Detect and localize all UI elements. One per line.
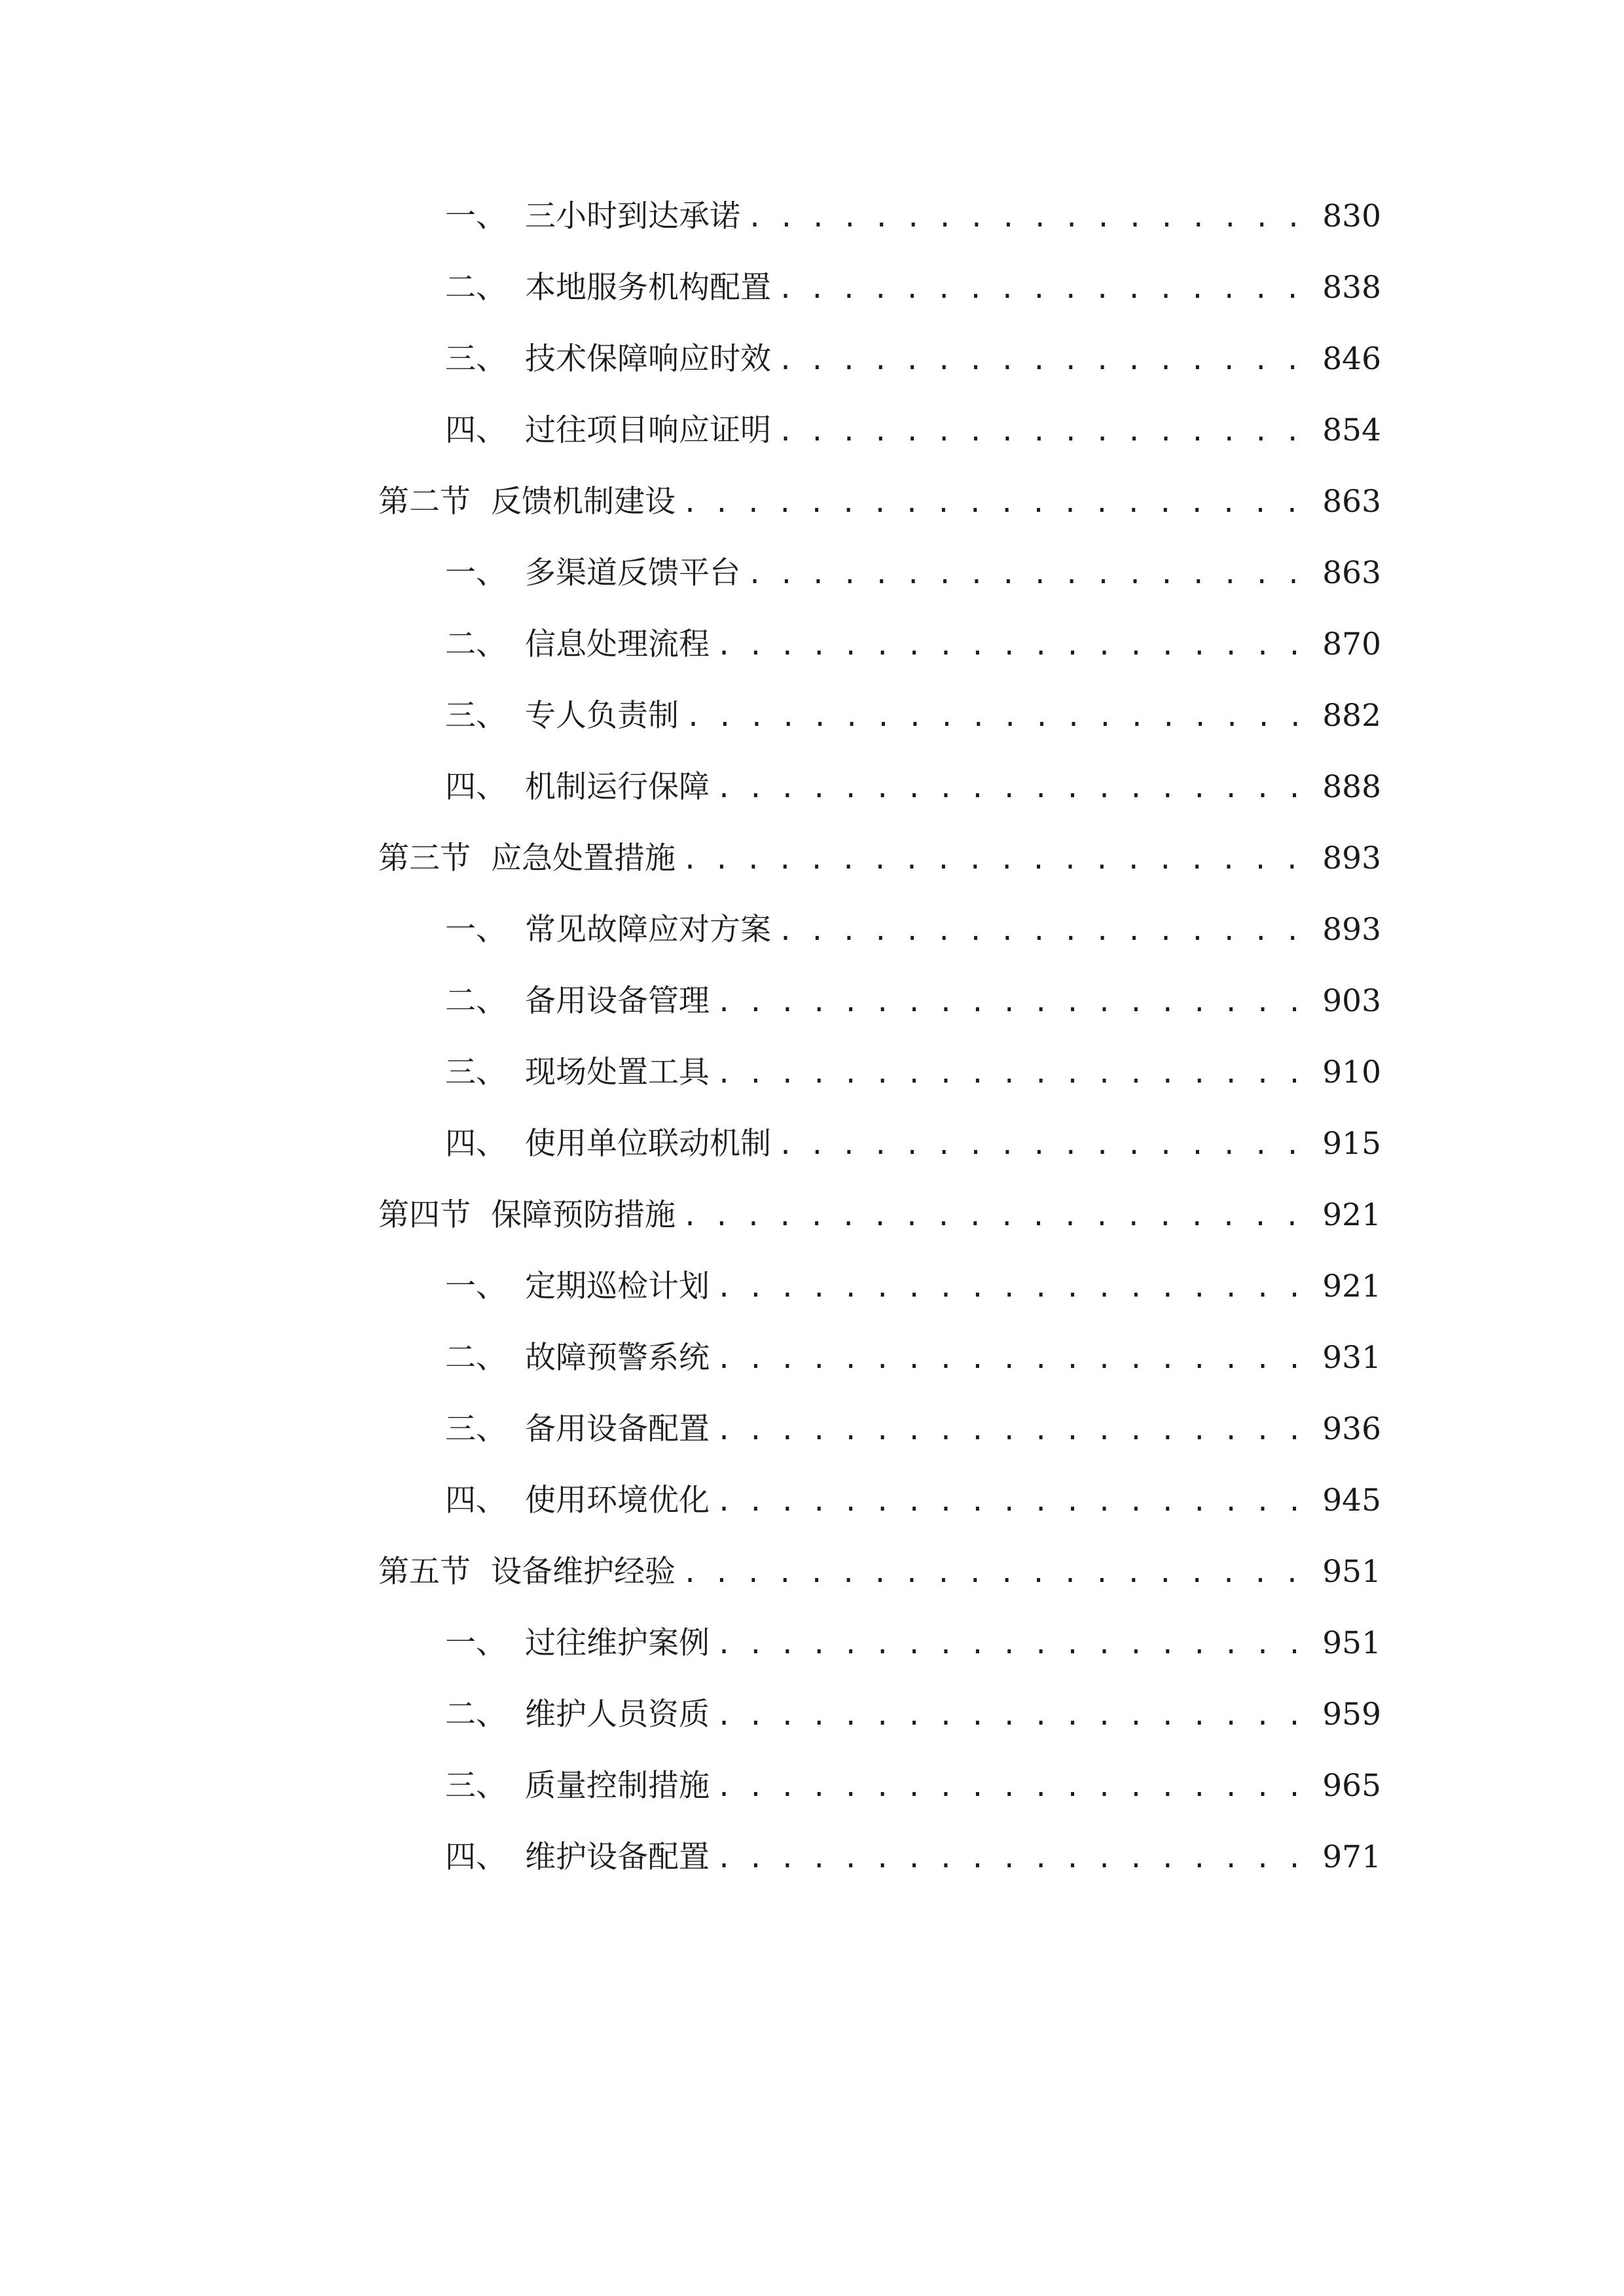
toc-dot-leader: [716, 1761, 1316, 1814]
toc-dot-leader: [778, 263, 1316, 315]
toc-dot-leader: [747, 548, 1316, 601]
toc-dot-leader: [716, 1619, 1316, 1671]
toc-entry-number: 二、: [445, 1696, 507, 1732]
toc-entry[interactable]: [445, 1617, 1381, 1670]
toc-dot-leader: [716, 977, 1316, 1029]
toc-entry-page: 882: [1322, 698, 1381, 734]
toc-entry-number: 四、: [445, 769, 507, 805]
toc-entry-title: 维护设备配置: [525, 1839, 710, 1875]
toc-section-number: 第二节: [378, 484, 471, 520]
toc-dot-leader: [716, 762, 1316, 815]
toc-dot-leader: [682, 477, 1316, 529]
toc-entry-number: 三、: [445, 1768, 507, 1804]
toc-entry-title: 过往项目响应证明: [525, 412, 771, 448]
toc-entry[interactable]: [445, 1261, 1381, 1313]
toc-entry[interactable]: [445, 1118, 1381, 1170]
toc-section-number: 第三节: [378, 840, 471, 876]
toc-entry-number: 一、: [445, 198, 507, 234]
toc-entry-title: 专人负责制: [525, 698, 679, 734]
toc-entry[interactable]: [445, 619, 1381, 671]
toc-entry-number: 三、: [445, 698, 507, 734]
toc-entry-number: 三、: [445, 1411, 507, 1447]
toc-section-title: 设备维护经验: [491, 1554, 676, 1590]
toc-entry-number: 四、: [445, 1126, 507, 1162]
toc-dot-leader: [716, 1262, 1316, 1314]
toc-entry-page: 971: [1322, 1839, 1381, 1875]
toc-section-title: 保障预防措施: [491, 1197, 676, 1233]
toc-entry-page: 830: [1322, 198, 1381, 234]
toc-section-number: 第四节: [378, 1197, 471, 1233]
toc-entry-number: 二、: [445, 270, 507, 306]
toc-entry-title: 故障预警系统: [525, 1340, 710, 1376]
toc-entry-page: 846: [1322, 341, 1381, 377]
toc-entry-title: 使用环境优化: [525, 1482, 710, 1518]
toc-entry-title: 信息处理流程: [525, 626, 710, 662]
toc-entry-number: 一、: [445, 555, 507, 591]
toc-dot-leader: [716, 1690, 1316, 1742]
toc-entry-number: 三、: [445, 341, 507, 377]
toc-entry[interactable]: [445, 547, 1381, 600]
toc-section-entry[interactable]: [378, 1546, 1381, 1598]
toc-entry-title: 质量控制措施: [525, 1768, 710, 1804]
toc-entry-title: 过往维护案例: [525, 1625, 710, 1661]
toc-entry[interactable]: [445, 1689, 1381, 1741]
toc-dot-leader: [685, 691, 1316, 744]
toc-entry[interactable]: [445, 1047, 1381, 1099]
toc-entry-page: 863: [1322, 555, 1381, 591]
toc-entry-title: 多渠道反馈平台: [525, 555, 740, 591]
toc-entry[interactable]: [445, 1475, 1381, 1527]
toc-entry[interactable]: [445, 404, 1381, 457]
toc-entry-title: 备用设备管理: [525, 983, 710, 1019]
toc-entry[interactable]: [445, 1403, 1381, 1456]
toc-entry-page: 893: [1322, 912, 1381, 948]
toc-section-title: 应急处置措施: [491, 840, 676, 876]
toc-entry-page: 838: [1322, 270, 1381, 306]
toc-dot-leader: [682, 1191, 1316, 1243]
toc-entry-title: 机制运行保障: [525, 769, 710, 805]
toc-entry-page: 888: [1322, 769, 1381, 805]
toc-dot-leader: [778, 905, 1316, 958]
toc-entry[interactable]: [445, 333, 1381, 386]
toc-entry-page: 965: [1322, 1768, 1381, 1804]
toc-entry-number: 二、: [445, 983, 507, 1019]
toc-entry-page: 903: [1322, 983, 1381, 1019]
toc-entry-page: 910: [1322, 1054, 1381, 1090]
toc-entry[interactable]: [445, 690, 1381, 742]
toc-section-number: 第五节: [378, 1554, 471, 1590]
toc-entry-page: 854: [1322, 412, 1381, 448]
toc-entry-page: 936: [1322, 1411, 1381, 1447]
toc-entry-page: 931: [1322, 1340, 1381, 1376]
toc-entry-title: 技术保障响应时效: [525, 341, 771, 377]
toc-entry-number: 三、: [445, 1054, 507, 1090]
toc-section-entry[interactable]: [378, 476, 1381, 528]
toc-entry-page: 863: [1322, 484, 1381, 520]
toc-dot-leader: [747, 192, 1316, 244]
toc-section-title: 反馈机制建设: [491, 484, 676, 520]
toc-dot-leader: [682, 1547, 1316, 1600]
toc-entry-number: 二、: [445, 1340, 507, 1376]
toc-entry-number: 一、: [445, 1625, 507, 1661]
toc-dot-leader: [778, 406, 1316, 458]
toc-entry-title: 现场处置工具: [525, 1054, 710, 1090]
toc-entry-page: 921: [1322, 1197, 1381, 1233]
toc-dot-leader: [778, 1119, 1316, 1172]
toc-entry[interactable]: [445, 975, 1381, 1028]
toc-entry[interactable]: [445, 262, 1381, 314]
toc-entry[interactable]: [445, 1831, 1381, 1884]
toc-entry-title: 备用设备配置: [525, 1411, 710, 1447]
toc-entry-page: 951: [1322, 1554, 1381, 1590]
toc-entry-title: 本地服务机构配置: [525, 270, 771, 306]
toc-dot-leader: [716, 1333, 1316, 1386]
toc-entry-number: 一、: [445, 912, 507, 948]
toc-entry[interactable]: [445, 1332, 1381, 1384]
toc-dot-leader: [716, 1405, 1316, 1457]
toc-dot-leader: [716, 620, 1316, 672]
toc-entry-page: 870: [1322, 626, 1381, 662]
toc-entry[interactable]: [445, 904, 1381, 956]
toc-entry-page: 951: [1322, 1625, 1381, 1661]
toc-dot-leader: [778, 334, 1316, 387]
toc-entry-title: 三小时到达承诺: [525, 198, 740, 234]
toc-entry[interactable]: [445, 190, 1381, 243]
toc-entry-page: 915: [1322, 1126, 1381, 1162]
toc-entry-number: 四、: [445, 1482, 507, 1518]
toc-section-entry[interactable]: [378, 833, 1381, 885]
toc-entry-title: 常见故障应对方案: [525, 912, 771, 948]
toc-dot-leader: [716, 1476, 1316, 1528]
toc-section-entry[interactable]: [378, 1189, 1381, 1242]
toc-entry[interactable]: [445, 761, 1381, 814]
toc-entry[interactable]: [445, 1760, 1381, 1812]
toc-entry-page: 893: [1322, 840, 1381, 876]
toc-entry-title: 定期巡检计划: [525, 1268, 710, 1304]
toc-entry-number: 四、: [445, 1839, 507, 1875]
toc-dot-leader: [682, 834, 1316, 886]
toc-entry-title: 使用单位联动机制: [525, 1126, 771, 1162]
toc-entry-title: 维护人员资质: [525, 1696, 710, 1732]
toc-dot-leader: [716, 1833, 1316, 1885]
toc-dot-leader: [716, 1048, 1316, 1100]
toc-entry-page: 921: [1322, 1268, 1381, 1304]
toc-entry-page: 945: [1322, 1482, 1381, 1518]
toc-entry-number: 二、: [445, 626, 507, 662]
toc-entry-page: 959: [1322, 1696, 1381, 1732]
toc-entry-number: 四、: [445, 412, 507, 448]
toc-entry-number: 一、: [445, 1268, 507, 1304]
